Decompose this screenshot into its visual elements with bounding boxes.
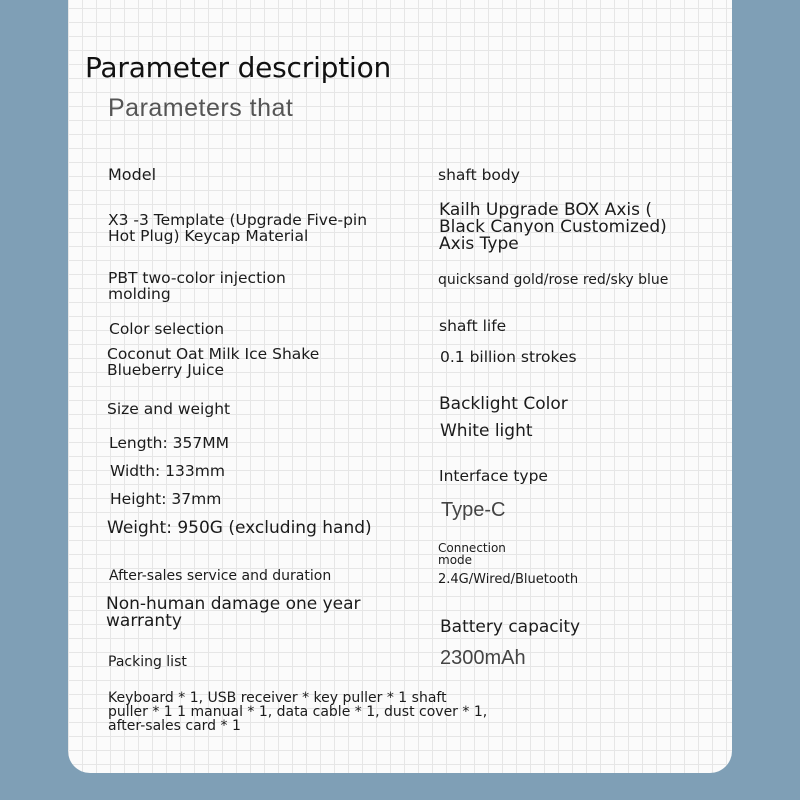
shaft-body-label: shaft body [438, 166, 520, 184]
packing-list-value: Keyboard * 1, USB receiver * key puller * 1 shaft puller * 1 1 manual * 1, data cable * 1, dust cover * 1, after-sales card * 1 [108, 690, 488, 734]
page-subtitle: Parameters that [108, 94, 294, 122]
model-value: X3 -3 Template (Upgrade Five-pin Hot Plug) Keycap Material [108, 211, 368, 245]
interface-type-value: Type-C [441, 499, 506, 521]
axis-type-value: quicksand gold/rose red/sky blue [438, 272, 669, 288]
packing-list-label: Packing list [108, 654, 187, 670]
color-selection-value: Coconut Oat Milk Ice Shake Blueberry Juice [107, 345, 320, 379]
aftersales-value: Non-human damage one year warranty [106, 594, 361, 631]
shaft-body-value: Kailh Upgrade BOX Axis ( Black Canyon Customized) Axis Type [439, 200, 667, 254]
keycap-material-value: PBT two-color injection molding [108, 269, 286, 303]
color-selection-label: Color selection [109, 320, 225, 338]
shaft-life-label: shaft life [439, 317, 507, 335]
length-value: Length: 357MM [109, 434, 229, 452]
connection-mode-value: 2.4G/Wired/Bluetooth [438, 572, 579, 587]
width-value: Width: 133mm [110, 462, 225, 480]
size-weight-label: Size and weight [107, 400, 231, 418]
shaft-life-value: 0.1 billion strokes [440, 348, 577, 366]
backlight-color-label: Backlight Color [439, 394, 568, 414]
backlight-color-value: White light [440, 421, 533, 441]
height-value: Height: 37mm [110, 490, 222, 508]
model-label: Model [108, 165, 157, 184]
battery-capacity-value: 2300mAh [440, 647, 526, 669]
battery-capacity-label: Battery capacity [440, 617, 581, 637]
aftersales-label: After-sales service and duration [109, 568, 332, 584]
connection-mode-label: Connection mode [438, 541, 506, 567]
weight-value: Weight: 950G (excluding hand) [107, 518, 372, 538]
page-title: Parameter description [85, 51, 392, 84]
interface-type-label: Interface type [439, 467, 548, 485]
parameter-card [68, 0, 732, 773]
